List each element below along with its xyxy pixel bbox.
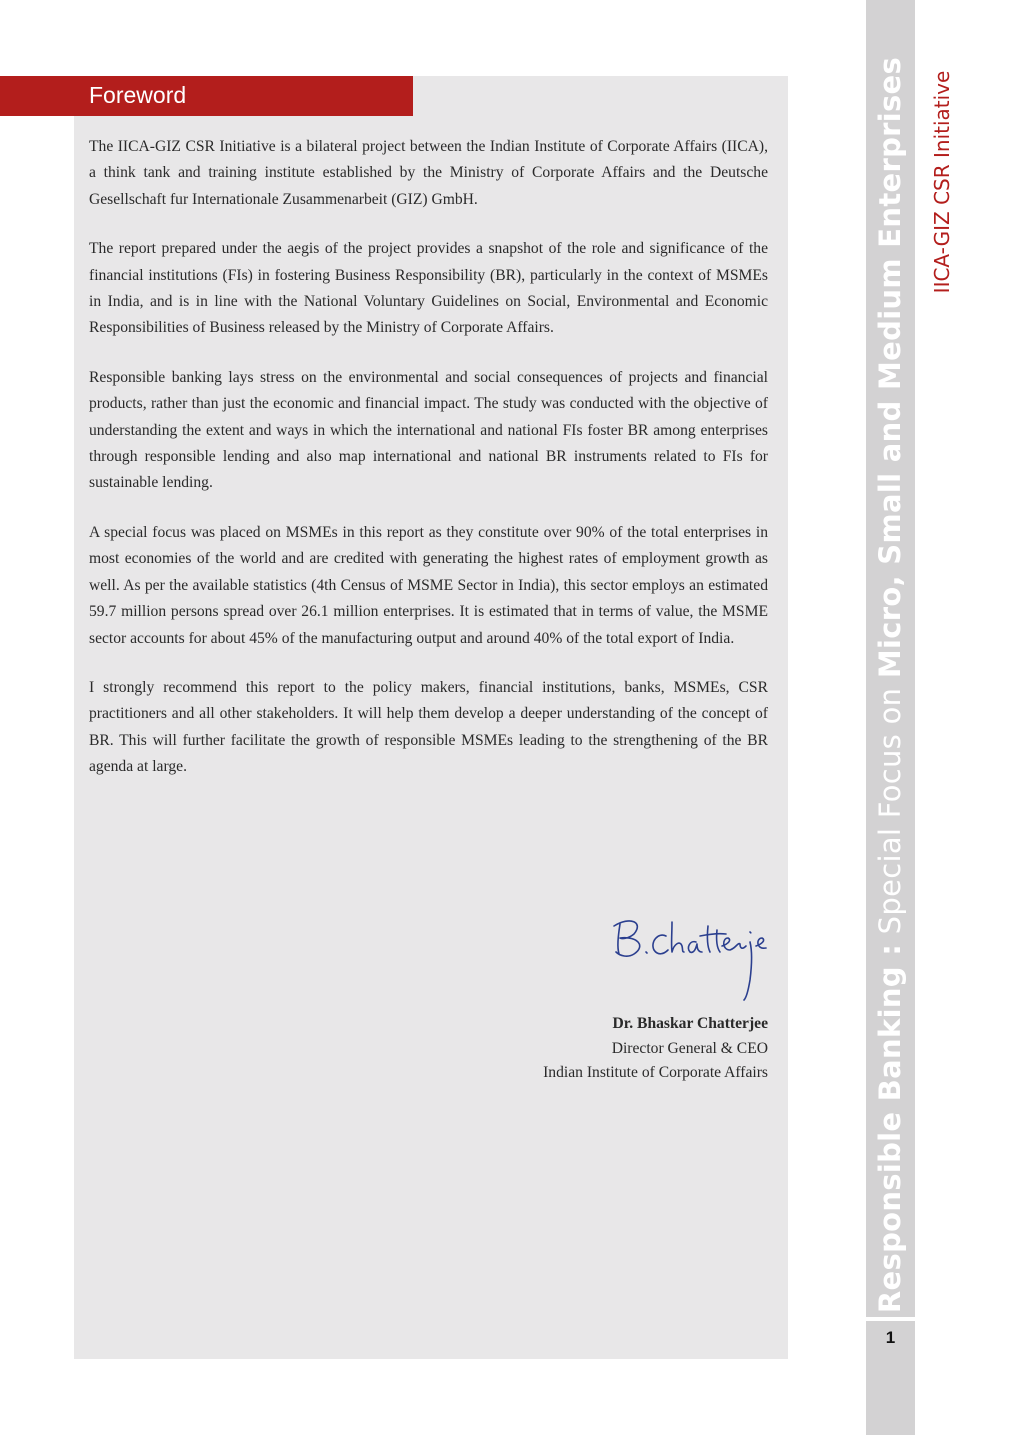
signatory-name: Dr. Bhaskar Chatterjee: [612, 1015, 768, 1032]
paragraph: The report prepared under the aegis of the project provides a snapshot of the role and significance of the financial institutions (FIs) in fostering Business Responsibility (BR), particularly in the context of MSMEs in India, and is in line with the National Voluntary Guidelines on Social, Environmental and Economic Responsibilities of Business released by the Ministry of Corporate Affairs.: [89, 240, 768, 337]
header-bar: [0, 76, 413, 116]
signatory-organization: Indian Institute of Corporate Affairs: [543, 1064, 768, 1081]
signatory-block: [543, 1012, 768, 1086]
side-title-part-1: Responsible Banking :: [873, 943, 907, 1314]
paragraph: I strongly recommend this report to the policy makers, financial institutions, banks, MSMEs, CSR practitioners and all other stakeholders. It will help them develop a deeper understanding of the concept of BR. This will further facilitate the growth of responsible MSMEs leading to the strengthening of the BR agenda at large.: [89, 678, 768, 776]
foreword-body: [89, 134, 768, 804]
paragraph: The IICA-GIZ CSR Initiative is a bilateral project between the Indian Institute of Corporate Affairs (IICA), a think tank and training institute established by the Ministry of Corporate Affairs and the Deutsche Gesellschaft fur Internationale Zusammenarbeit (GIZ) GmbH.: [89, 138, 768, 208]
paragraph: A special focus was placed on MSMEs in this report as they constitute over 90% of the total enterprises in most economies of the world and are credited with generating the highest rates of employment growth as well. As per the available statistics (4th Census of MSME Sector in India), this sector employs an estimated 59.7 million persons spread over 26.1 million enterprises. It is estimated that in terms of value, the MSME sector accounts for about 45% of the manufacturing output and around 40% of the total export of India.: [89, 523, 768, 647]
side-title-part-3: Micro, Small and Medium Enterprises: [873, 56, 907, 679]
handwritten-signature: [600, 902, 780, 1002]
side-report-title: [873, 57, 907, 1313]
paragraph: Responsible banking lays stress on the environmental and social consequences of projects and financial products, rather than just the economic and financial impact. The study was conducted with the objective of understanding the extent and ways in which the international and national FIs foster BR among enterprises through responsible lending and also map international and national BR instruments related to FIs for sustainable lending.: [89, 368, 768, 492]
page-number: 1: [885, 1328, 896, 1347]
side-initiative-label: IICA-GIZ CSR Initiative: [930, 70, 954, 294]
signatory-title: Director General & CEO: [611, 1039, 768, 1057]
page-title: Foreword: [89, 82, 187, 108]
side-title-part-2: Special Focus on: [873, 687, 907, 935]
